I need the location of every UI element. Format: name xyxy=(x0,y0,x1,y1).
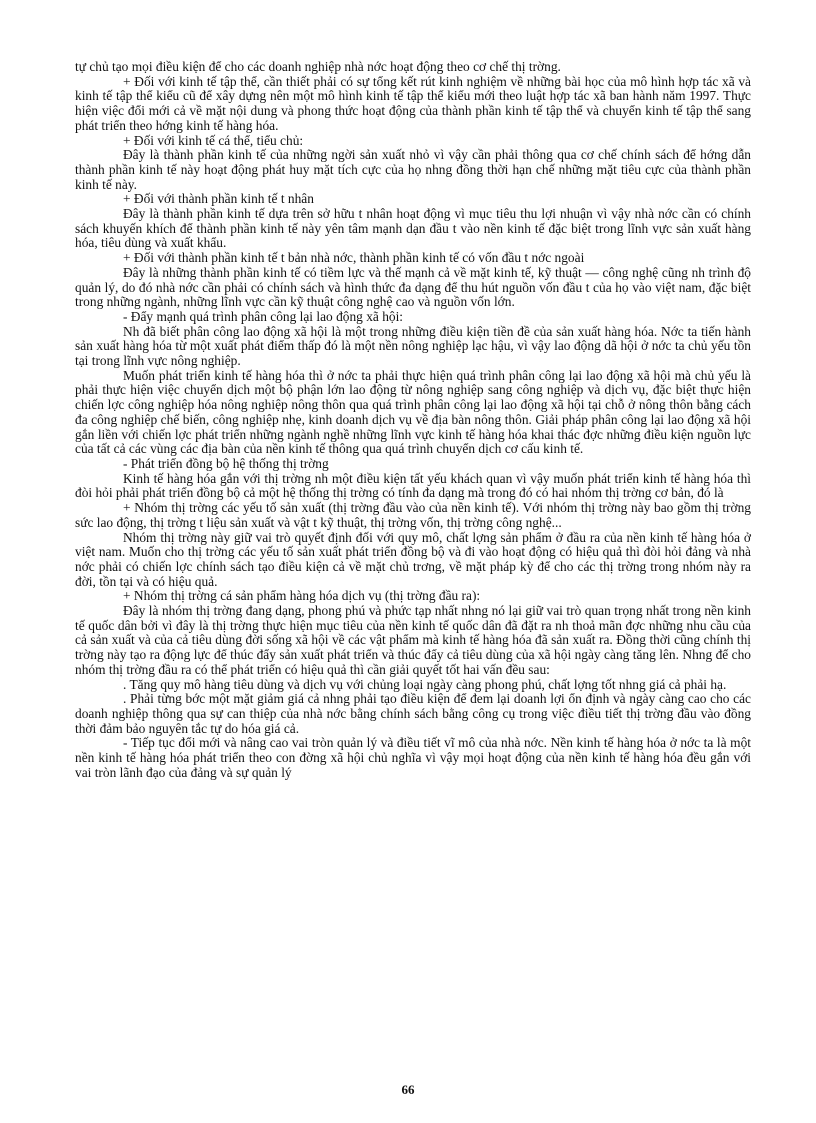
paragraph: Đây là nhóm thị trờng đang dạng, phong phú và phức tạp nhất nhng nó lại giữ vai trò quan trọng nhất trong nền kinh tế quốc dân bởi vì đây là thị trờng thực hiện mục tiêu của nền kinh tế quốc dân đã đặt ra nh thoả mãn đợc những nhu cầu của cả sản xuất và của cả tiêu dùng đời sống xã hội về các vật phẩm mà kinh tế hàng hóa đã sản xuất ra. Đồng thời cũng chính thị trờng này tạo ra động lực để thúc đẩy sản xuất phát triển và thúc đẩy cả tiêu dùng của xã hội ngày càng tăng lên. Nhng để cho nhóm thị trờng đầu ra có thể phát triển có hiệu quả thì cần giải quyết tốt hai vấn đều sau: xyxy=(75,603,751,677)
paragraph: Đây là những thành phần kinh tế có tiềm lực và thế mạnh cả về mặt kinh tế, kỹ thuật — công nghệ cũng nh trình độ quản lý, do đó nhà nớc cần phải có chính sách và hình thức đa dạng để thu hút nguồn vốn đầu t của họ vào việt nam, đặc biệt trong những ngành, những lĩnh vực cần kỹ thuật công nghệ cao và nguồn vốn lớn. xyxy=(75,264,751,310)
paragraph: - Phát triển đồng bộ hệ thống thị trờng xyxy=(123,455,329,471)
paragraph: + Đối với thành phần kinh tế t nhân xyxy=(123,191,314,207)
paragraph: Kinh tế hàng hóa gắn với thị trờng nh một điều kiện tất yếu khách quan vì vậy muốn phát triển kinh tế hàng hóa thì đòi hỏi phải phát triển đồng bộ cả một hệ thống thị trờng có tính đa dạng mà trong đó có hai nhóm thị trờng cơ bản, đó là xyxy=(75,470,751,501)
paragraph: + Đối với kinh tế cá thể, tiểu chủ: xyxy=(123,132,304,148)
paragraph: . Phải từng bớc một mặt giảm giá cả nhng phải tạo điều kiện để đem lại doanh lợi ổn định và ngày càng cao cho các doanh nghiệp thông qua sự can thiệp của nhà nớc bằng chính sách bằng công cụ trong việc điều tiết thị trờng đầu vào đồng thời đảm bảo nguyên tắc tự do hóa giá cả. xyxy=(75,691,751,736)
paragraph: - Đẩy mạnh quá trình phân công lại lao động xã hội: xyxy=(123,308,404,324)
paragraph: + Đối với kinh tế tập thể, cần thiết phải có sự tổng kết rút kinh nghiệm về những bài học của mô hình hợp tác xã và kinh tế tập thể kiểu cũ để xây dựng nên một mô hình kinh tế tập thể kiểu mới theo luật hợp tác xã ban hành năm 1997. Thực hiện việc đổi mới cả về mặt nội dung và phong thức hoạt động của thành phần kinh tế tập thể và chuyển kinh tế tập thể sang phát triển theo hớng kinh tế hàng hóa. xyxy=(75,73,751,133)
paragraph: Nhóm thị trờng này giữ vai trò quyết định đối với quy mô, chất lợng sản phẩm ở đầu ra của nền kinh tế hàng hóa ở việt nam. Muốn cho thị trờng các yếu tố sản xuất phát triển đồng bộ và đi vào hoạt động có hiệu quả thì đòi hỏi đảng và nhà nớc phải có chiến lợc chính sách tạo điều kiện cả về mặt chủ trơng, về mặt pháp kỳ để cho các thị trờng trong nhóm này ra đời, tồn tại và có hiệu quả. xyxy=(75,529,751,589)
page-number: 66 xyxy=(401,1082,415,1097)
paragraph: tự chủ tạo mọi điều kiện để cho các doanh nghiệp nhà nớc hoạt động theo cơ chế thị trờng. xyxy=(75,59,561,74)
paragraph: Muốn phát triển kinh tế hàng hóa thì ở nớc ta phải thực hiện quá trình phân công lại lao động xã hội mà chủ yếu là phải thực hiện việc chuyển dịch một bộ phận lớn lao động từ nông nghiệp sang công nghiệp và dịch vụ, đặc biệt thực hiện chiến lợc công nghiệp hóa nông nghiệp nông thôn qua quá trình phân công lại lao động xã hội tại chỗ ở nông thôn bằng cách đa công nghiệp chế biến, công nghiệp nhẹ, kinh doanh dịch vụ về địa bàn nông thôn. Giải pháp phân công lại lao động xã hội gắn liền với chiến lợc phát triển những ngành nghề những lĩnh vực kinh tế hàng hóa khai thác đợc những điều kiện nguồn lực của tất cả các vùng các địa bàn của nền kinh tế thông qua quá trình chuyển dịch cơ cấu kinh tế. xyxy=(75,367,751,457)
paragraph: + Nhóm thị trờng các yếu tố sản xuất (thị trờng đầu vào của nền kinh tế). Với nhóm thị trờng này bao gồm thị trờng sức lao động, thị trờng t liệu sản xuất và vật t kỹ thuật, thị trờng vốn, thị trờng công nghệ... xyxy=(75,500,751,530)
paragraph: Nh đã biết phân công lao động xã hội là một trong những điều kiện tiền đề của sản xuất hàng hóa. Nớc ta tiến hành sản xuất hàng hóa từ một xuất phát điểm thấp đó là một nền nông nghiệp lạc hậu, vì vậy lao động dã hội ở nớc ta chủ yếu tồn tại trong lĩnh vực nông nghiệp. xyxy=(75,323,751,369)
paragraph: - Tiếp tục đổi mới và nâng cao vai tròn quản lý và điều tiết vĩ mô của nhà nớc. Nền kinh tế hàng hóa ở nớc ta là một nền kinh tế hàng hóa phát triển theo con đờng xã hội chủ nghĩa vì vậy mọi hoạt động của nền kinh tế hàng hóa đều gắn với vai tròn lãnh đạo của đảng và sự quản lý xyxy=(75,735,751,780)
paragraph: . Tăng quy mô hàng tiêu dùng và dịch vụ với chủng loại ngày càng phong phú, chất lợng tốt nhng giá cả phải hạ. xyxy=(123,676,727,692)
paragraph: + Nhóm thị trờng cá sản phẩm hàng hóa dịch vụ (thị trờng đầu ra): xyxy=(123,588,481,604)
paragraph: Đây là thành phần kinh tế của những ngời sản xuất nhỏ vì vậy cần phải thông qua cơ chế chính sách để hớng dẫn thành phần kinh tế này hoạt động phát huy mặt tích cực của họ nhng đồng thời hạn chế những mặt tiêu cực của thành phần kinh tế này. xyxy=(75,147,751,192)
paragraph: + Đối với thành phần kinh tế t bản nhà nớc, thành phần kinh tế có vốn đầu t nớc ngoài xyxy=(123,250,585,266)
paragraph: Đây là thành phần kinh tế dựa trên sở hữu t nhân hoạt động vì mục tiêu thu lợi nhuận vì vậy nhà nớc cần có chính sách khuyến khích để thành phần kinh tế này yên tâm mạnh dạn đầu t vào nền kinh tế đặc biệt trong lĩnh vực sản xuất hàng hóa, tiêu dùng và xuất khẩu. xyxy=(75,206,751,251)
document-body xyxy=(75,60,751,780)
